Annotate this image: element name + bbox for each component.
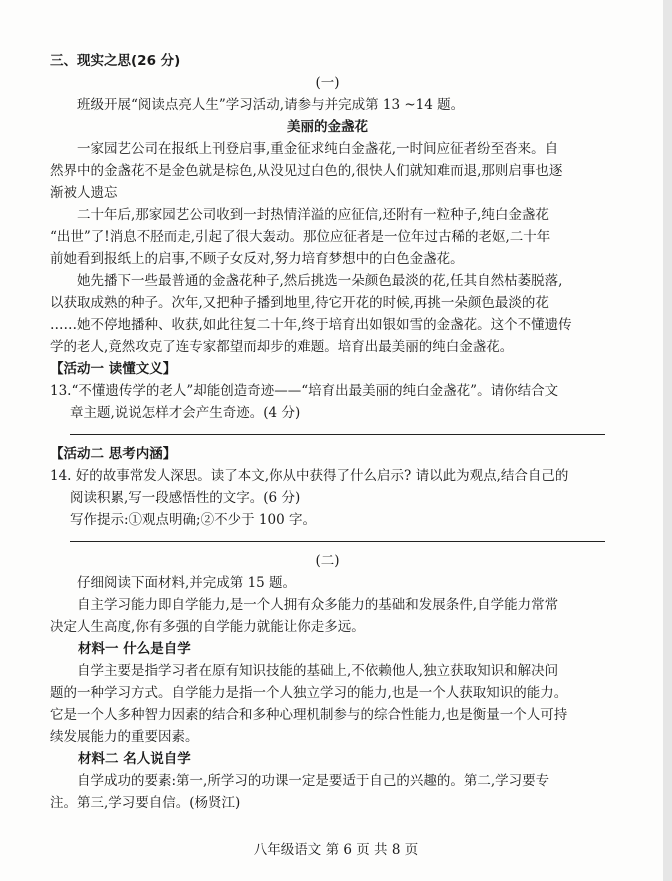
- part1-label: (一): [315, 75, 340, 91]
- story-line: 渐被人遗忘: [50, 185, 118, 201]
- story-line: “出世”了!消息不胫而走,引起了很大轰动。那位应征者是一位年过古稀的老妪,二十年: [50, 229, 551, 245]
- scrollbar[interactable]: [663, 0, 672, 881]
- part2-intro: 仔细阅读下面材料,并完成第 15 题。: [77, 575, 297, 591]
- activity2-heading: 【活动二 思考内涵】: [50, 446, 177, 462]
- question-14-line: 阅读积累,写一段感悟性的文字。(6 分): [70, 490, 301, 506]
- material1-line: 续发展能力的重要因素。: [50, 729, 199, 745]
- material2-title: 材料二 名人说自学: [78, 751, 191, 767]
- story-line: 然界中的金盏花不是金色就是棕色,从没见过白色的,很快人们就知难而退,那则启事也逐: [50, 163, 563, 179]
- material2-line: 自学成功的要素:第一,所学习的功课一定是要适于自己的兴趣的。第二,学习要专: [77, 773, 550, 789]
- story-line: 学的老人,竟然攻克了连专家都望而却步的难题。培育出最美丽的纯白金盏花。: [50, 339, 514, 355]
- answer-line-14[interactable]: [70, 541, 605, 542]
- story-line: 二十年后,那家园艺公司收到一封热情洋溢的应征信,还附有一粒种子,纯白金盏花: [77, 207, 549, 223]
- writing-hint: 写作提示:①观点明确;②不少于 100 字。: [70, 512, 316, 528]
- part2-paragraph-line: 决定人生高度,你有多强的自学能力就能让你走多远。: [50, 619, 365, 635]
- story-line: 她先播下一些最普通的金盏花种子,然后挑选一朵颜色最淡的花,任其自然枯萎脱落,: [77, 273, 563, 289]
- story-line: 前她看到报纸上的启事,不顾子女反对,努力培育梦想中的白色金盏花。: [50, 251, 464, 267]
- material1-line: 题的一种学习方式。自学能力是指一个人独立学习的能力,也是一个人获取知识的能力。: [50, 685, 568, 701]
- question-14-line: 14. 好的故事常发人深思。读了本文,你从中获得了什么启示? 请以此为观点,结合自己的: [50, 468, 569, 484]
- page-content: [50, 50, 605, 814]
- part2-label: (二): [315, 553, 340, 569]
- part2-paragraph-line: 自主学习能力即自学能力,是一个人拥有众多能力的基础和发展条件,自学能力常常: [77, 597, 559, 613]
- material1-line: 它是一个人多种智力因素的结合和多种心理机制参与的综合性能力,也是衡量一个人可持: [50, 707, 568, 723]
- story-line: ……她不停地播种、收获,如此往复二十年,终于培育出如银如雪的金盏花。这个不懂遗传: [50, 317, 572, 333]
- material1-title: 材料一 什么是自学: [78, 641, 191, 657]
- activity1-heading: 【活动一 读懂文义】: [50, 361, 177, 377]
- story-line: 以获取成熟的种子。次年,又把种子播到地里,待它开花的时候,再挑一朵颜色最淡的花: [50, 295, 549, 311]
- question-13-line: 章主题,说说怎样才会产生奇迹。(4 分): [70, 405, 301, 421]
- material1-line: 自学主要是指学习者在原有知识技能的基础上,不依赖他人,独立获取知识和解决问: [77, 663, 559, 679]
- question-13-line: 13.“不懂遗传学的老人”却能创造奇迹——“培育出最美丽的纯白金盏花”。请你结合文: [50, 383, 559, 399]
- part1-intro: 班级开展“阅读点亮人生”学习活动,请参与并完成第 13 ~14 题。: [77, 97, 465, 113]
- story-line: 一家园艺公司在报纸上刊登启事,重金征求纯白金盏花,一时间应征者纷至沓来。自: [77, 141, 559, 157]
- material2-line: 注。第三,学习要自信。(杨贤江): [50, 795, 241, 811]
- page-footer: 八年级语文 第 6 页 共 8 页: [253, 842, 419, 858]
- section-title: 三、现实之思(26 分): [50, 53, 181, 69]
- answer-line-13[interactable]: [70, 434, 605, 435]
- story-title: 美丽的金盏花: [287, 119, 368, 135]
